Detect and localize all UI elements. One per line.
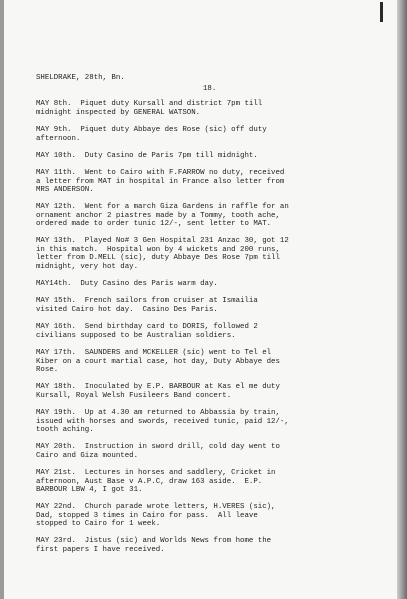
diary-entry-may-14: MAY14th. Duty Casino des Paris warm day. <box>36 280 218 288</box>
diary-entry-may-22: MAY 22nd. Church parade wrote letters, H.VERES (sic), Dad, stopped 3 times in Cairo for pass. All leave stopped to Cairo for 1 week. <box>36 503 276 529</box>
diary-header: SHELDRAKE, 28th, Bn. <box>36 74 125 82</box>
diary-entry-may-15: MAY 15th. French sailors from cruiser at Ismailia visited Cairo hot day. Casino Des Paris. <box>36 297 258 314</box>
diary-entry-may-18: MAY 18th. Inoculated by E.P. BARBOUR at Kas el me duty Kursall, Royal Welsh Fusileers Band concert. <box>36 383 280 400</box>
diary-entry-may-20: MAY 20th. Instruction in sword drill, cold day went to Cairo and Giza mounted. <box>36 443 280 460</box>
diary-entry-may-9: MAY 9th. Piquet duty Abbaye des Rose (sic) off duty afternoon. <box>36 126 267 143</box>
scan-mark <box>380 2 383 22</box>
diary-entry-may-19: MAY 19th. Up at 4.30 am returned to Abbassia by train, issued with horses and swords, received tunic, paid 12/-, tooth aching. <box>36 409 289 435</box>
diary-entry-may-10: MAY 10th. Duty Casino de Paris 7pm till midnight. <box>36 152 258 160</box>
diary-entry-may-16: MAY 16th. Send birthday card to DORIS, followed 2 civilians supposed to be Australian soldiers. <box>36 323 258 340</box>
diary-entry-may-23: MAY 23rd. Jistus (sic) and Worlds News from home the first papers I have received. <box>36 537 272 554</box>
diary-entry-may-12: MAY 12th. Went for a march Giza Gardens in raffle for an ornament anchor 2 piastres made by a Tommy, tooth ache, ordered made to order tunic 12/-, sent letter to MAT. <box>36 203 289 229</box>
diary-entry-may-11: MAY 11th. Went to Cairo with F.FARROW no duty, received a letter from MAT in hospital in France also letter from MRS ANDERSON. <box>36 169 285 195</box>
diary-entry-may-21: MAY 21st. Lectures in horses and saddlery, Cricket in afternoon, Aust Base v A.P.C, draw 163 aside. E.P. BARBOUR LBW 4, I got 31. <box>36 469 276 495</box>
diary-entry-may-13: MAY 13th. Played No# 3 Gen Hospital 231 Anzac 30, got 12 in this match. Hospital won by 4 wickets and 200 runs, letter from D.MELL (sic), duty Abbaye Des Rose 7pm till midnight, very hot day. <box>36 237 289 271</box>
scan-right-edge <box>397 0 407 599</box>
document-page <box>4 0 397 599</box>
diary-entry-may-17: MAY 17th. SAUNDERS and MCKELLER (sic) went to Tel el Kiber on a court martial case, hot day, Duty Abbaye des Rose. <box>36 349 280 375</box>
diary-entry-may-8: MAY 8th. Piquet duty Kursall and district 7pm till midnight inspected by GENERAL WATSON. <box>36 100 263 117</box>
page-number: 18. <box>203 85 217 93</box>
